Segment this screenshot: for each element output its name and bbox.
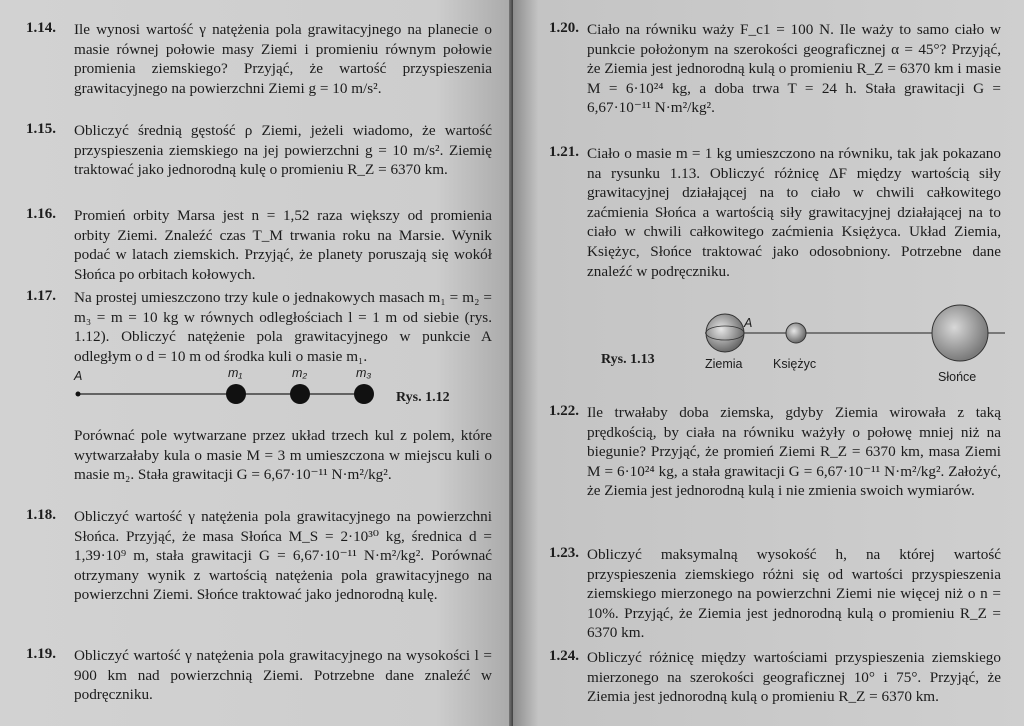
label-a: A <box>74 369 83 383</box>
figure-1-12 <box>70 366 490 412</box>
problem-text-1-17: Na prostej umieszczono trzy kule o jednakowych masach m₁ = m₂ = m₃ = m = 10 kg w równych odległościach l = 1 m od siebie (rys. 1.12). Obliczyć natężenie pola grawitacyjnego w punkcie A odległym o d = 10 m od środka kuli o masie m₁. <box>74 289 492 365</box>
problem-number-1-15: 1.15. <box>26 121 56 137</box>
earth-circle <box>706 314 744 352</box>
label-m2: m₂ <box>292 366 308 380</box>
label-point-a: A <box>744 316 753 330</box>
problem-text-1-16: Promień orbity Marsa jest n = 1,52 raza większy od promienia orbity Ziemi. Znaleźć czas T_M trwania roku na Marsie. Wynik podać w latach ziemskich. Przyjąć, że planety poruszają się wokół Słońca po orbitach kołowych. <box>74 207 492 283</box>
sphere-m2 <box>290 384 310 404</box>
problem-number-1-20: 1.20. <box>549 20 579 36</box>
problem-text-1-15: Obliczyć średnią gęstość ρ Ziemi, jeżeli wiadomo, że wartość przyspieszenia ziemskiego na jej powierzchni g = 10 m/s². Ziemię traktować jako jednorodną kulę o promieniu R_Z = 6370 km. <box>74 122 492 179</box>
sun-circle <box>932 305 988 361</box>
problem-text-1-19: Obliczyć wartość γ natężenia pola grawitacyjnego na wysokości l = 900 km nad powierzchnią Ziemi. Potrzebne dane znaleźć w podręczniku. <box>74 647 492 704</box>
problem-text-1-24: Obliczyć różnicę między wartościami przyspieszenia ziemskiego mierzonego na szerokości geograficznej 10° i 75°. Przyjąć, że Ziemia jest jednorodną kulą o promieniu R_Z = 6370 km. <box>587 649 1001 706</box>
problem-number-1-24: 1.24. <box>549 648 579 664</box>
figure-1-13 <box>593 296 1013 390</box>
problem-number-1-14: 1.14. <box>26 20 56 36</box>
label-m1: m₁ <box>228 366 243 380</box>
problem-text-1-18: Obliczyć wartość γ natężenia pola grawitacyjnego na powierzchni Słońca. Przyjąć, że masa Słońca M_S = 2·10³⁰ kg, średnica d = 1,39·10⁹ m, stała grawitacji G = 6,67·10⁻¹¹ N·m²/kg². Porównać otrzymany wynik z wartością natężenia pola grawitacyjnego na powierzchni Ziemi. Słońce traktować jako jednorodną kulę. <box>74 508 492 604</box>
label-sun: Słońce <box>938 370 977 384</box>
problem-number-1-17: 1.17. <box>26 288 56 304</box>
problem-number-1-19: 1.19. <box>26 646 56 662</box>
problem-number-1-23: 1.23. <box>549 545 579 561</box>
figure-1-12-caption: Rys. 1.12 <box>396 390 450 405</box>
moon-circle <box>786 323 806 343</box>
problem-number-1-18: 1.18. <box>26 507 56 523</box>
problem-number-1-16: 1.16. <box>26 206 56 222</box>
problem-number-1-21: 1.21. <box>549 144 579 160</box>
label-m3: m₃ <box>356 366 372 380</box>
point-a <box>76 392 81 397</box>
right-page <box>513 0 1024 726</box>
label-moon: Księżyc <box>773 357 817 371</box>
problem-text-1-20: Ciało na równiku waży F_c1 = 100 N. Ile waży to samo ciało w punkcie położonym na szerokości geograficznej α = 45°? Przyjąć, że Ziemia jest jednorodną kulą o promieniu R_Z = 6370 km i masie M = 6·10²⁴ kg, a doba trwa T = 24 h. Stała grawitacji G = 6,67·10⁻¹¹ N·m²/kg². <box>587 21 1001 117</box>
problem-text-1-23: Obliczyć maksymalną wysokość h, na której wartość przyspieszenia ziemskiego różni się od wartości przyspieszenia ziemskiego mierzonego na powierzchni Ziemi nie więcej niż o n = 10%. Przyjąć, że Ziemia jest jednorodną kulą o promieniu R_Z = 6370 km. <box>587 546 1001 642</box>
sphere-m3 <box>354 384 374 404</box>
problem-text-1-21: Ciało o masie m = 1 kg umieszczono na równiku, tak jak pokazano na rysunku 1.13. Obliczyć różnicę ΔF między wartością siły grawitacyjnej działającej na to ciało w chwili całkowitego zaćmienia Słońca a wartością siły grawitacyjnej działającej na to ciało w chwili całkowitego zaćmienia Księżyca. Układ Ziemia, Księżyc, Słońce traktować jako odosobniony. Potrzebne dane znaleźć w podręczniku. <box>587 145 1001 280</box>
problem-text-1-22: Ile trwałaby doba ziemska, gdyby Ziemia wirowała z taką prędkością, by ciała na równiku ważyły o połowę mniej niż na biegunie? Przyjąć, że promień Ziemi R_Z = 6370 km, masa Ziemi M = 6·10²⁴ kg, a stała grawitacji G = 6,67·10⁻¹¹ N·m²/kg². Założyć, że Ziemia jest jednorodną kulą i nie zmienia swoich wymiarów. <box>587 404 1001 500</box>
problem-text-1-14: Ile wynosi wartość γ natężenia pola grawitacyjnego na planecie o masie równej połowie masy Ziemi i promieniu równym połowie promienia ziemskiego? Przyjąć, że wartość przyspieszenia grawitacyjnego na powierzchni Ziemi g = 10 m/s². <box>74 21 492 97</box>
sphere-m1 <box>226 384 246 404</box>
problem-text-1-17-cont: Porównać pole wytwarzane przez układ trzech kul z polem, które wytwarzałaby kula o masie M = 3 m umieszczona w miejscu kuli o masie m₂. Stała grawitacji G = 6,67·10⁻¹¹ N·m²/kg². <box>74 427 492 484</box>
label-earth: Ziemia <box>705 357 743 371</box>
problem-number-1-22: 1.22. <box>549 403 579 419</box>
figure-1-13-caption: Rys. 1.13 <box>601 352 655 367</box>
